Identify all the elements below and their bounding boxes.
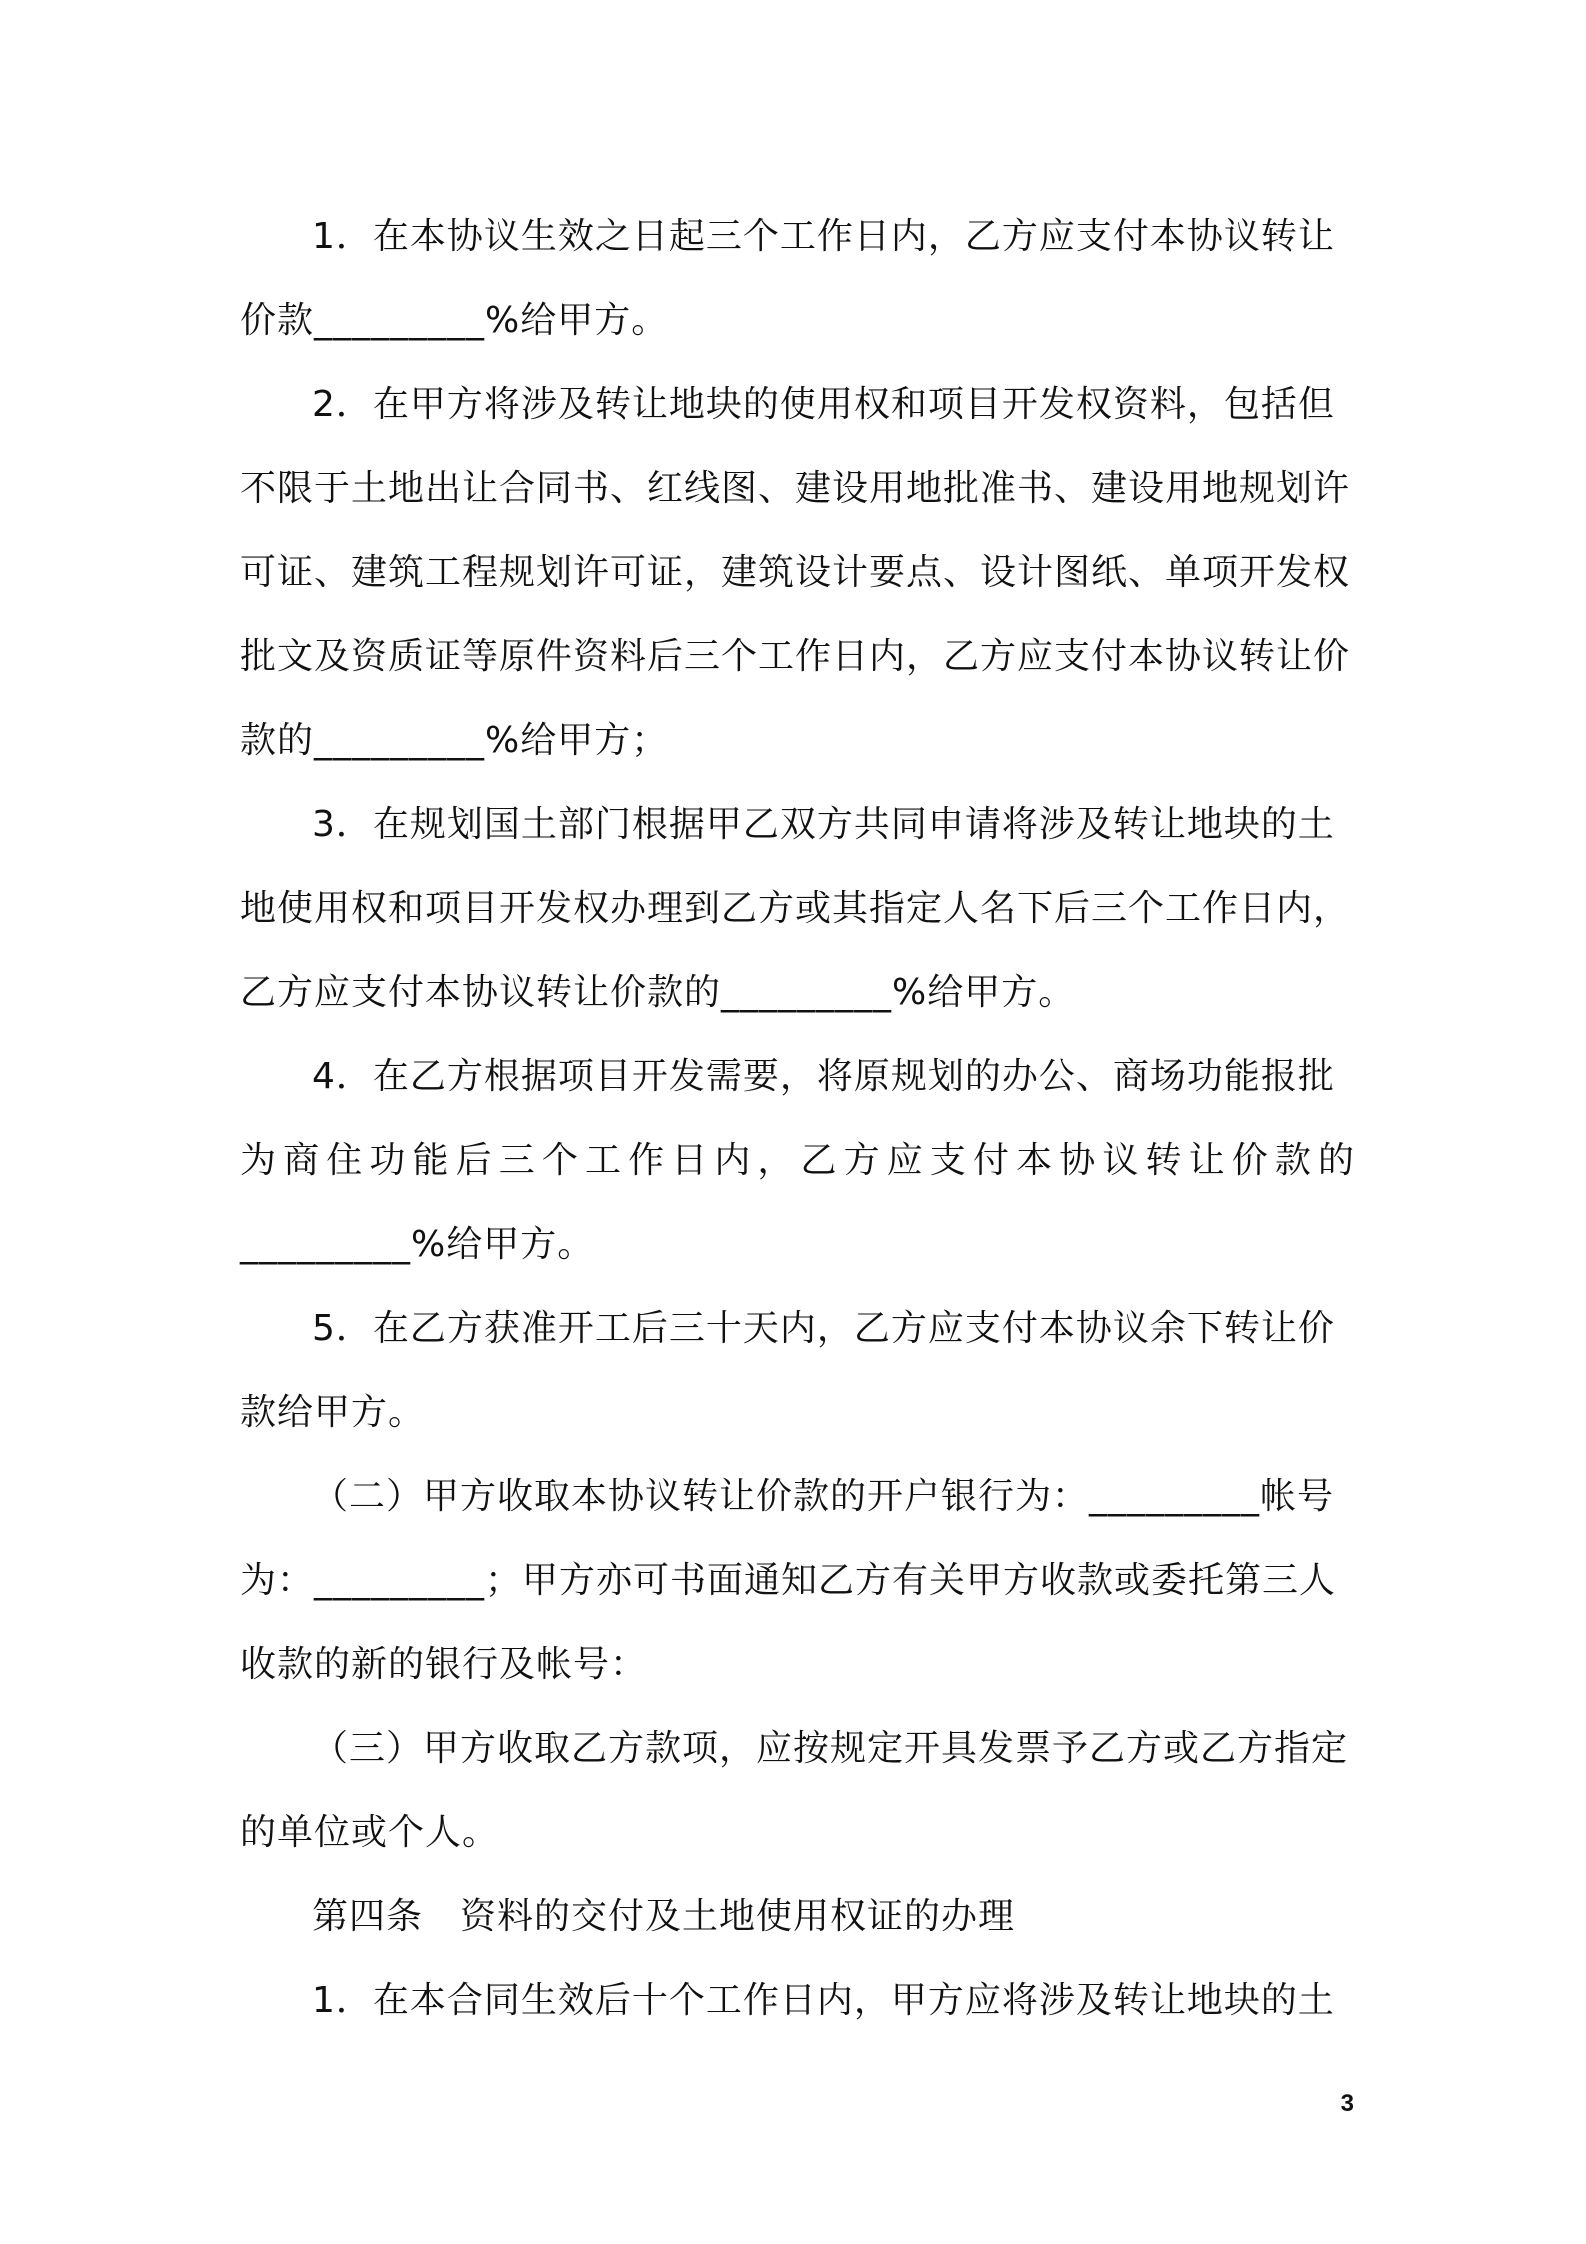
clause-4-line-3: _________%给甲方。 [240, 1224, 595, 1265]
section-2-line-2: 为：_________；甲方亦可书面通知乙方有关甲方收款或委托第三人 [240, 1560, 1337, 1601]
clause-1-line-2: 价款_________%给甲方。 [240, 300, 669, 341]
clause-3-line-1: 3．在规划国土部门根据甲乙双方共同申请将涉及转让地块的土 [312, 804, 1335, 845]
article-4-clause-1-line-1: 1．在本合同生效后十个工作日内，甲方应将涉及转让地块的土 [312, 1980, 1335, 2021]
document-body [240, 195, 1355, 2043]
clause-2-line-3: 可证、建筑工程规划许可证，建筑设计要点、设计图纸、单项开发权 [240, 552, 1351, 593]
clause-2-line-1: 2．在甲方将涉及转让地块的使用权和项目开发权资料，包括但 [312, 384, 1335, 425]
article-4-heading: 第四条 资料的交付及土地使用权证的办理 [312, 1896, 1016, 1937]
section-2-line-3: 收款的新的银行及帐号： [240, 1644, 648, 1685]
clause-2-line-2: 不限于土地出让合同书、红线图、建设用地批准书、建设用地规划许 [240, 468, 1351, 509]
section-3-line-1: （三）甲方收取乙方款项，应按规定开具发票予乙方或乙方指定 [312, 1728, 1349, 1769]
section-2-line-1: （二）甲方收取本协议转让价款的开户银行为：_________帐号 [312, 1476, 1335, 1517]
clause-4-line-2: 为商住功能后三个工作日内，乙方应支付本协议转让价款的 [240, 1140, 1355, 1181]
clause-5-line-1: 5．在乙方获准开工后三十天内，乙方应支付本协议余下转让价 [312, 1308, 1335, 1349]
clause-4-line-1: 4．在乙方根据项目开发需要，将原规划的办公、商场功能报批 [312, 1056, 1335, 1097]
section-3-line-2: 的单位或个人。 [240, 1812, 500, 1853]
clause-5-line-2: 款给甲方。 [240, 1392, 426, 1433]
clause-3-line-3: 乙方应支付本协议转让价款的_________%给甲方。 [240, 972, 1076, 1013]
clause-3-line-2: 地使用权和项目开发权办理到乙方或其指定人名下后三个工作日内， [240, 888, 1351, 929]
page-number: 3 [1340, 2090, 1354, 2117]
clause-2-line-5: 款的_________%给甲方； [240, 720, 669, 761]
clause-2-line-4: 批文及资质证等原件资料后三个工作日内，乙方应支付本协议转让价 [240, 636, 1351, 677]
clause-1-line-1: 1．在本协议生效之日起三个工作日内，乙方应支付本协议转让 [312, 216, 1335, 257]
